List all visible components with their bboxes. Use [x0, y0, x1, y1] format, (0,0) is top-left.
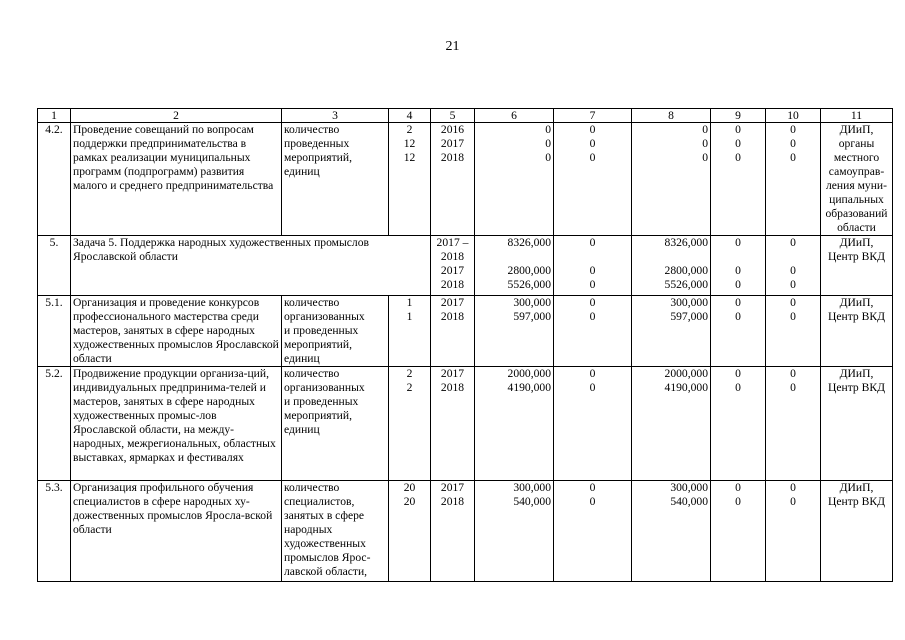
- funding-col-9: 0 0: [711, 481, 766, 582]
- executor: ДИиП, Центр ВКД: [821, 296, 893, 367]
- indicator-value: 2 12 12: [389, 123, 431, 236]
- row-number: 4.2.: [38, 123, 71, 236]
- activity-plan-table: [37, 108, 893, 582]
- table-row: [38, 481, 893, 582]
- funding-total: 2000,000 4190,000: [475, 367, 554, 481]
- row-number: 5.: [38, 236, 71, 296]
- indicator-value: 2 2: [389, 367, 431, 481]
- table-row: [38, 296, 893, 367]
- indicator-name: количество специалистов, занятых в сфере народных художественных промыслов Ярос- лавской области,: [282, 481, 389, 582]
- years: 2017 2018: [431, 296, 475, 367]
- funding-col-7: 0 0: [554, 296, 632, 367]
- funding-col-8: 300,000 540,000: [632, 481, 711, 582]
- executor: ДИиП, Центр ВКД: [821, 367, 893, 481]
- column-header: 7: [554, 109, 632, 123]
- column-header: 4: [389, 109, 431, 123]
- column-header: 11: [821, 109, 893, 123]
- row-number: 5.3.: [38, 481, 71, 582]
- executor: ДИиП, Центр ВКД: [821, 481, 893, 582]
- years: 2016 2017 2018: [431, 123, 475, 236]
- funding-total: 300,000 597,000: [475, 296, 554, 367]
- activity-name: Организация и проведение конкурсов профессионального мастерства среди мастеров, занятых в сфере народных художественных промыслов Ярославской области: [71, 296, 282, 367]
- table-row: [38, 123, 893, 236]
- column-header: 6: [475, 109, 554, 123]
- indicator-name: количество организованных и проведенных мероприятий, единиц: [282, 296, 389, 367]
- indicator-name: количество организованных и проведенных мероприятий, единиц: [282, 367, 389, 481]
- funding-col-7: 0 0: [554, 481, 632, 582]
- indicator-value: 1 1: [389, 296, 431, 367]
- funding-col-8: 2000,000 4190,000: [632, 367, 711, 481]
- funding-col-8: 0 0 0: [632, 123, 711, 236]
- funding-col-9: 0 0 0: [711, 123, 766, 236]
- row-number: 5.2.: [38, 367, 71, 481]
- funding-col-10: 0 0: [766, 296, 821, 367]
- funding-col-8: 8326,000 2800,000 5526,000: [632, 236, 711, 296]
- column-header: 9: [711, 109, 766, 123]
- funding-col-7: 0 0 0: [554, 236, 632, 296]
- indicator-name: количество проведенных мероприятий, единиц: [282, 123, 389, 236]
- table-row: [38, 236, 893, 296]
- executor: ДИиП, органы местного самоуправ-ления муни-ципальных образований области: [821, 123, 893, 236]
- column-header: 3: [282, 109, 389, 123]
- task-title: Задача 5. Поддержка народных художественных промыслов Ярославской области: [71, 236, 431, 296]
- funding-col-10: 0 0 0: [766, 236, 821, 296]
- funding-col-10: 0 0: [766, 481, 821, 582]
- funding-total: 300,000 540,000: [475, 481, 554, 582]
- funding-total: 8326,000 2800,000 5526,000: [475, 236, 554, 296]
- column-header: 5: [431, 109, 475, 123]
- funding-col-10: 0 0: [766, 367, 821, 481]
- executor: ДИиП, Центр ВКД: [821, 236, 893, 296]
- funding-col-7: 0 0 0: [554, 123, 632, 236]
- activity-name: Проведение совещаний по вопросам поддержки предпринимательства в рамках реализации муниципальных программ (подпрограмм) развития малого и среднего предпринимательства: [71, 123, 282, 236]
- indicator-value: 20 20: [389, 481, 431, 582]
- activity-name: Продвижение продукции организа-ций, индивидуальных предпринима-телей и мастеров, занятых в сфере народных художественных промыс-лов Ярославской области, на между-народных, межрегиональных, областных выставках, ярмарках и фестивалях: [71, 367, 282, 481]
- years: 2017 – 2018 2017 2018: [431, 236, 475, 296]
- funding-col-8: 300,000 597,000: [632, 296, 711, 367]
- column-header: 1: [38, 109, 71, 123]
- years: 2017 2018: [431, 367, 475, 481]
- funding-col-9: 0 0 0: [711, 236, 766, 296]
- column-header: 10: [766, 109, 821, 123]
- funding-total: 0 0 0: [475, 123, 554, 236]
- funding-col-9: 0 0: [711, 367, 766, 481]
- table-row: [38, 367, 893, 481]
- funding-col-7: 0 0: [554, 367, 632, 481]
- years: 2017 2018: [431, 481, 475, 582]
- table-header-row: [38, 109, 893, 123]
- funding-col-9: 0 0: [711, 296, 766, 367]
- column-header: 8: [632, 109, 711, 123]
- funding-col-10: 0 0 0: [766, 123, 821, 236]
- column-header: 2: [71, 109, 282, 123]
- page-number: 21: [445, 39, 460, 54]
- row-number: 5.1.: [38, 296, 71, 367]
- activity-name: Организация профильного обучения специалистов в сфере народных ху-дожественных промыслов Яросла-вской области: [71, 481, 282, 582]
